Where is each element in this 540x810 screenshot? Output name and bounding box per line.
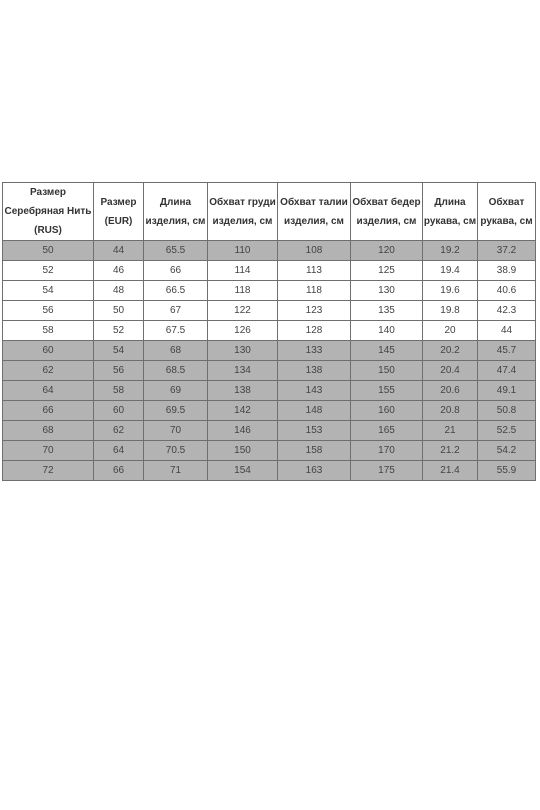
table-cell: 70: [3, 441, 94, 461]
table-cell: 58: [3, 321, 94, 341]
table-cell: 20.2: [423, 341, 478, 361]
table-cell: 21.4: [423, 461, 478, 481]
table-cell: 126: [208, 321, 278, 341]
table-cell: 47.4: [478, 361, 536, 381]
header-hips: Обхват бедер изделия, см: [351, 183, 423, 241]
table-cell: 19.4: [423, 261, 478, 281]
table-cell: 135: [351, 301, 423, 321]
table-cell: 170: [351, 441, 423, 461]
table-row: [3, 441, 536, 461]
table-cell: 175: [351, 461, 423, 481]
table-cell: 68: [3, 421, 94, 441]
table-row: [3, 321, 536, 341]
table-row: [3, 381, 536, 401]
table-cell: 66.5: [144, 281, 208, 301]
table-cell: 52: [3, 261, 94, 281]
table-cell: 38.9: [478, 261, 536, 281]
table-cell: 125: [351, 261, 423, 281]
table-cell: 69: [144, 381, 208, 401]
table-cell: 160: [351, 401, 423, 421]
table-cell: 145: [351, 341, 423, 361]
table-cell: 67.5: [144, 321, 208, 341]
table-row: [3, 461, 536, 481]
size-chart-table: [2, 182, 536, 481]
header-waist: Обхват талии изделия, см: [278, 183, 351, 241]
table-cell: 128: [278, 321, 351, 341]
table-cell: 21: [423, 421, 478, 441]
table-cell: 66: [94, 461, 144, 481]
table-body: [3, 241, 536, 481]
table-row: [3, 361, 536, 381]
table-cell: 67: [144, 301, 208, 321]
table-cell: 48: [94, 281, 144, 301]
table-cell: 20.4: [423, 361, 478, 381]
table-cell: 158: [278, 441, 351, 461]
table-cell: 55.9: [478, 461, 536, 481]
table-cell: 45.7: [478, 341, 536, 361]
table-cell: 44: [94, 241, 144, 261]
table-header-row: [3, 183, 536, 241]
table-cell: 65.5: [144, 241, 208, 261]
table-cell: 66: [3, 401, 94, 421]
table-cell: 50: [94, 301, 144, 321]
table-cell: 70: [144, 421, 208, 441]
table-cell: 64: [94, 441, 144, 461]
table-cell: 118: [278, 281, 351, 301]
table-row: [3, 281, 536, 301]
table-cell: 110: [208, 241, 278, 261]
header-size-eur: Размер (EUR): [94, 183, 144, 241]
table-cell: 58: [94, 381, 144, 401]
table-cell: 50.8: [478, 401, 536, 421]
table-cell: 52.5: [478, 421, 536, 441]
table-cell: 120: [351, 241, 423, 261]
table-cell: 150: [208, 441, 278, 461]
table-cell: 72: [3, 461, 94, 481]
table-cell: 62: [94, 421, 144, 441]
table-cell: 20.8: [423, 401, 478, 421]
table-cell: 60: [3, 341, 94, 361]
table-cell: 21.2: [423, 441, 478, 461]
table-cell: 138: [278, 361, 351, 381]
table-cell: 146: [208, 421, 278, 441]
table-row: [3, 301, 536, 321]
table-cell: 64: [3, 381, 94, 401]
table-cell: 54: [3, 281, 94, 301]
table-cell: 155: [351, 381, 423, 401]
table-cell: 114: [208, 261, 278, 281]
header-sleeve-length: Длина рукава, см: [423, 183, 478, 241]
table-cell: 54.2: [478, 441, 536, 461]
table-cell: 62: [3, 361, 94, 381]
table-cell: 113: [278, 261, 351, 281]
table-cell: 56: [94, 361, 144, 381]
table-cell: 66: [144, 261, 208, 281]
table-cell: 37.2: [478, 241, 536, 261]
table-cell: 134: [208, 361, 278, 381]
table-cell: 52: [94, 321, 144, 341]
table-cell: 44: [478, 321, 536, 341]
table-cell: 20.6: [423, 381, 478, 401]
table-cell: 40.6: [478, 281, 536, 301]
table-cell: 148: [278, 401, 351, 421]
table-cell: 163: [278, 461, 351, 481]
table-cell: 123: [278, 301, 351, 321]
table-cell: 165: [351, 421, 423, 441]
table-cell: 108: [278, 241, 351, 261]
header-size-rus: Размер Серебряная Нить (RUS): [3, 183, 94, 241]
table-cell: 71: [144, 461, 208, 481]
table-cell: 153: [278, 421, 351, 441]
table-row: [3, 401, 536, 421]
table-cell: 130: [208, 341, 278, 361]
table-cell: 20: [423, 321, 478, 341]
table-row: [3, 241, 536, 261]
table-row: [3, 261, 536, 281]
table-cell: 140: [351, 321, 423, 341]
table-cell: 154: [208, 461, 278, 481]
table-cell: 42.3: [478, 301, 536, 321]
table-cell: 60: [94, 401, 144, 421]
table-row: [3, 341, 536, 361]
table-row: [3, 421, 536, 441]
table-cell: 150: [351, 361, 423, 381]
table-cell: 122: [208, 301, 278, 321]
table-cell: 143: [278, 381, 351, 401]
table-cell: 138: [208, 381, 278, 401]
table-cell: 46: [94, 261, 144, 281]
table-cell: 68: [144, 341, 208, 361]
table-cell: 68.5: [144, 361, 208, 381]
header-sleeve-girth: Обхват рукава, см: [478, 183, 536, 241]
table-cell: 130: [351, 281, 423, 301]
table-cell: 19.6: [423, 281, 478, 301]
header-length: Длина изделия, см: [144, 183, 208, 241]
table-cell: 54: [94, 341, 144, 361]
table-cell: 70.5: [144, 441, 208, 461]
table-cell: 133: [278, 341, 351, 361]
header-chest: Обхват груди изделия, см: [208, 183, 278, 241]
table-cell: 118: [208, 281, 278, 301]
table-cell: 19.2: [423, 241, 478, 261]
table-cell: 69.5: [144, 401, 208, 421]
table-cell: 142: [208, 401, 278, 421]
table-cell: 19.8: [423, 301, 478, 321]
table-cell: 50: [3, 241, 94, 261]
table-cell: 56: [3, 301, 94, 321]
table-cell: 49.1: [478, 381, 536, 401]
